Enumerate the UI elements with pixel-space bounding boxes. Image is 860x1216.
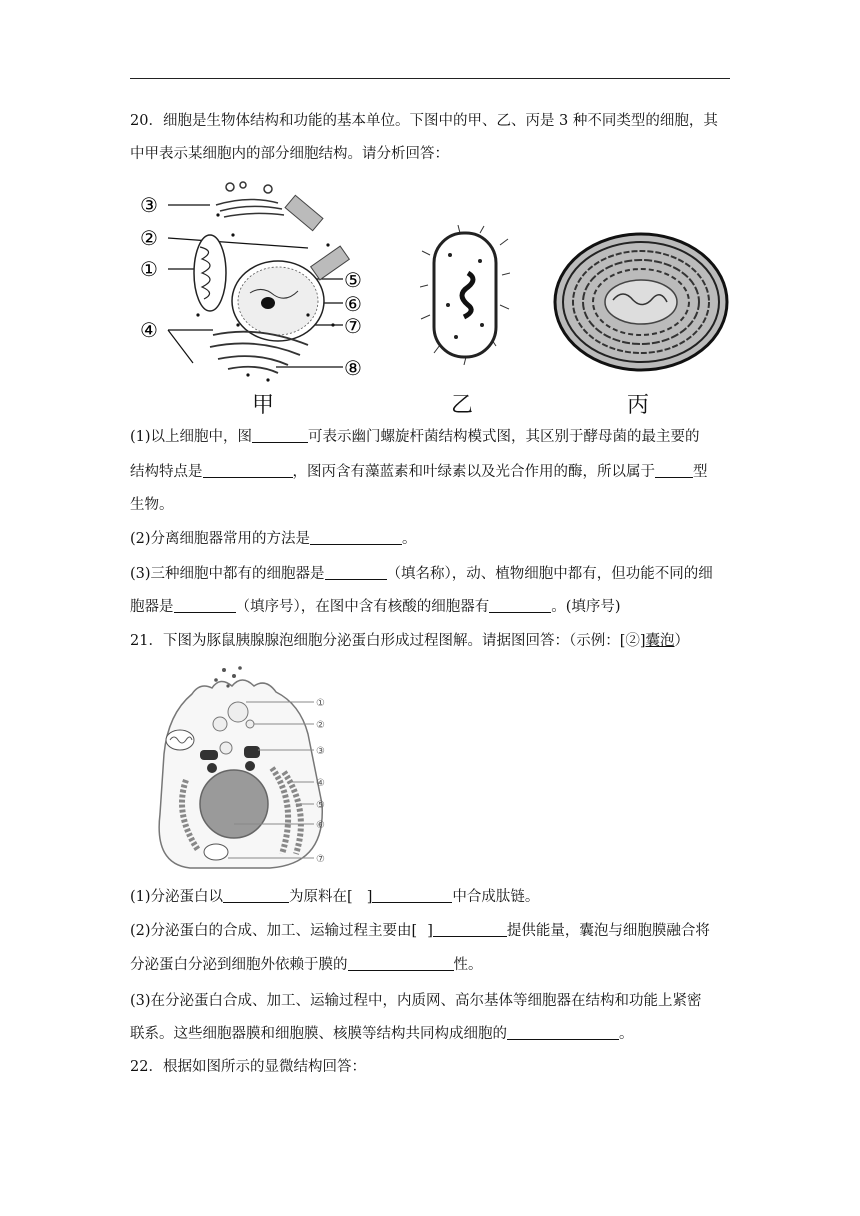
answer-blank[interactable] [203,462,293,478]
answer-blank[interactable] [489,597,551,613]
label-2: ② [316,720,325,731]
answer-blank[interactable] [348,955,454,971]
q21-stem: 21．下图为豚鼠胰腺腺泡细胞分泌蛋白形成过程图解。请据图回答：（示例：[②]囊泡） [130,633,690,649]
answer-blank[interactable] [325,564,387,580]
label-3: ③ [140,193,158,217]
label-6: ⑥ [316,820,325,831]
label-3: ③ [316,746,325,757]
q21-part2-line1: (2)分泌蛋白的合成、加工、运输过程主要由[ ] 提供能量，囊泡与细胞膜融合将 [130,923,710,939]
q20-part1-line1: (1)以上细胞中，图 可表示幽门螺旋杆菌结构模式图，其区别于酵母菌的最主要的 [130,429,700,445]
q20-stem-line2: 中甲表示某细胞内的部分细胞结构。请分析回答： [130,146,449,162]
q20-part1-line3: 生物。 [130,497,174,513]
figure-jia-animal-cell [138,175,378,390]
q22-stem: 22．根据如图所示的显微结构回答： [130,1059,366,1075]
q20-part3-line1: (3)三种细胞中都有的细胞器是 （填名称），动、植物细胞中都有，但功能不同的细 [130,566,713,582]
figure-pancreatic-acinar-cell [150,664,350,874]
label-4: ④ [316,778,325,789]
label-1: ① [316,698,325,709]
q21-part2-line2: 分泌蛋白分泌到细胞外依赖于膜的 性。 [130,957,483,973]
answer-blank[interactable] [433,921,507,937]
label-5: ⑤ [316,800,325,811]
answer-blank[interactable] [223,887,289,903]
answer-blank[interactable] [252,427,308,443]
caption-bing: 丙 [627,393,650,418]
q20-part1-line2: 结构特点是 ，图丙含有藻蓝素和叶绿素以及光合作用的酶，所以属于 型 [130,464,708,480]
caption-jia: 甲 [252,393,275,418]
q21-part1: (1)分泌蛋白以 为原料在[ ] 中合成肽链。 [130,889,540,905]
label-4: ④ [140,318,158,342]
answer-blank[interactable] [655,462,693,478]
label-8: ⑧ [344,356,362,380]
label-1: ① [140,257,158,281]
label-7: ⑦ [316,854,325,865]
label-2: ② [140,226,158,250]
header-rule [130,78,730,79]
q21-part3-line1: (3)在分泌蛋白合成、加工、运输过程中，内质网、高尔基体等细胞器在结构和功能上紧密 [130,993,702,1009]
q20-part3-line2: 胞器是 （填序号），在图中含有核酸的细胞器有 。(填序号) [130,599,621,615]
caption-yi: 乙 [451,393,474,418]
label-7: ⑦ [344,314,362,338]
figure-yi-bacterium [420,225,510,365]
figure-bing-cyanobacterium [553,232,729,372]
answer-blank[interactable] [372,887,452,903]
answer-blank[interactable] [310,529,402,545]
q20-stem-line1: 20．细胞是生物体结构和功能的基本单位。下图中的甲、乙、丙是 3 种不同类型的细胞，其 [130,113,718,129]
label-6: ⑥ [344,292,362,316]
q20-part2: (2)分离细胞器常用的方法是 。 [130,531,417,547]
label-5: ⑤ [344,268,362,292]
answer-blank[interactable] [174,597,236,613]
answer-blank[interactable] [507,1024,619,1040]
q21-part3-line2: 联系。这些细胞器膜和细胞膜、核膜等结构共同构成细胞的 。 [130,1026,634,1042]
